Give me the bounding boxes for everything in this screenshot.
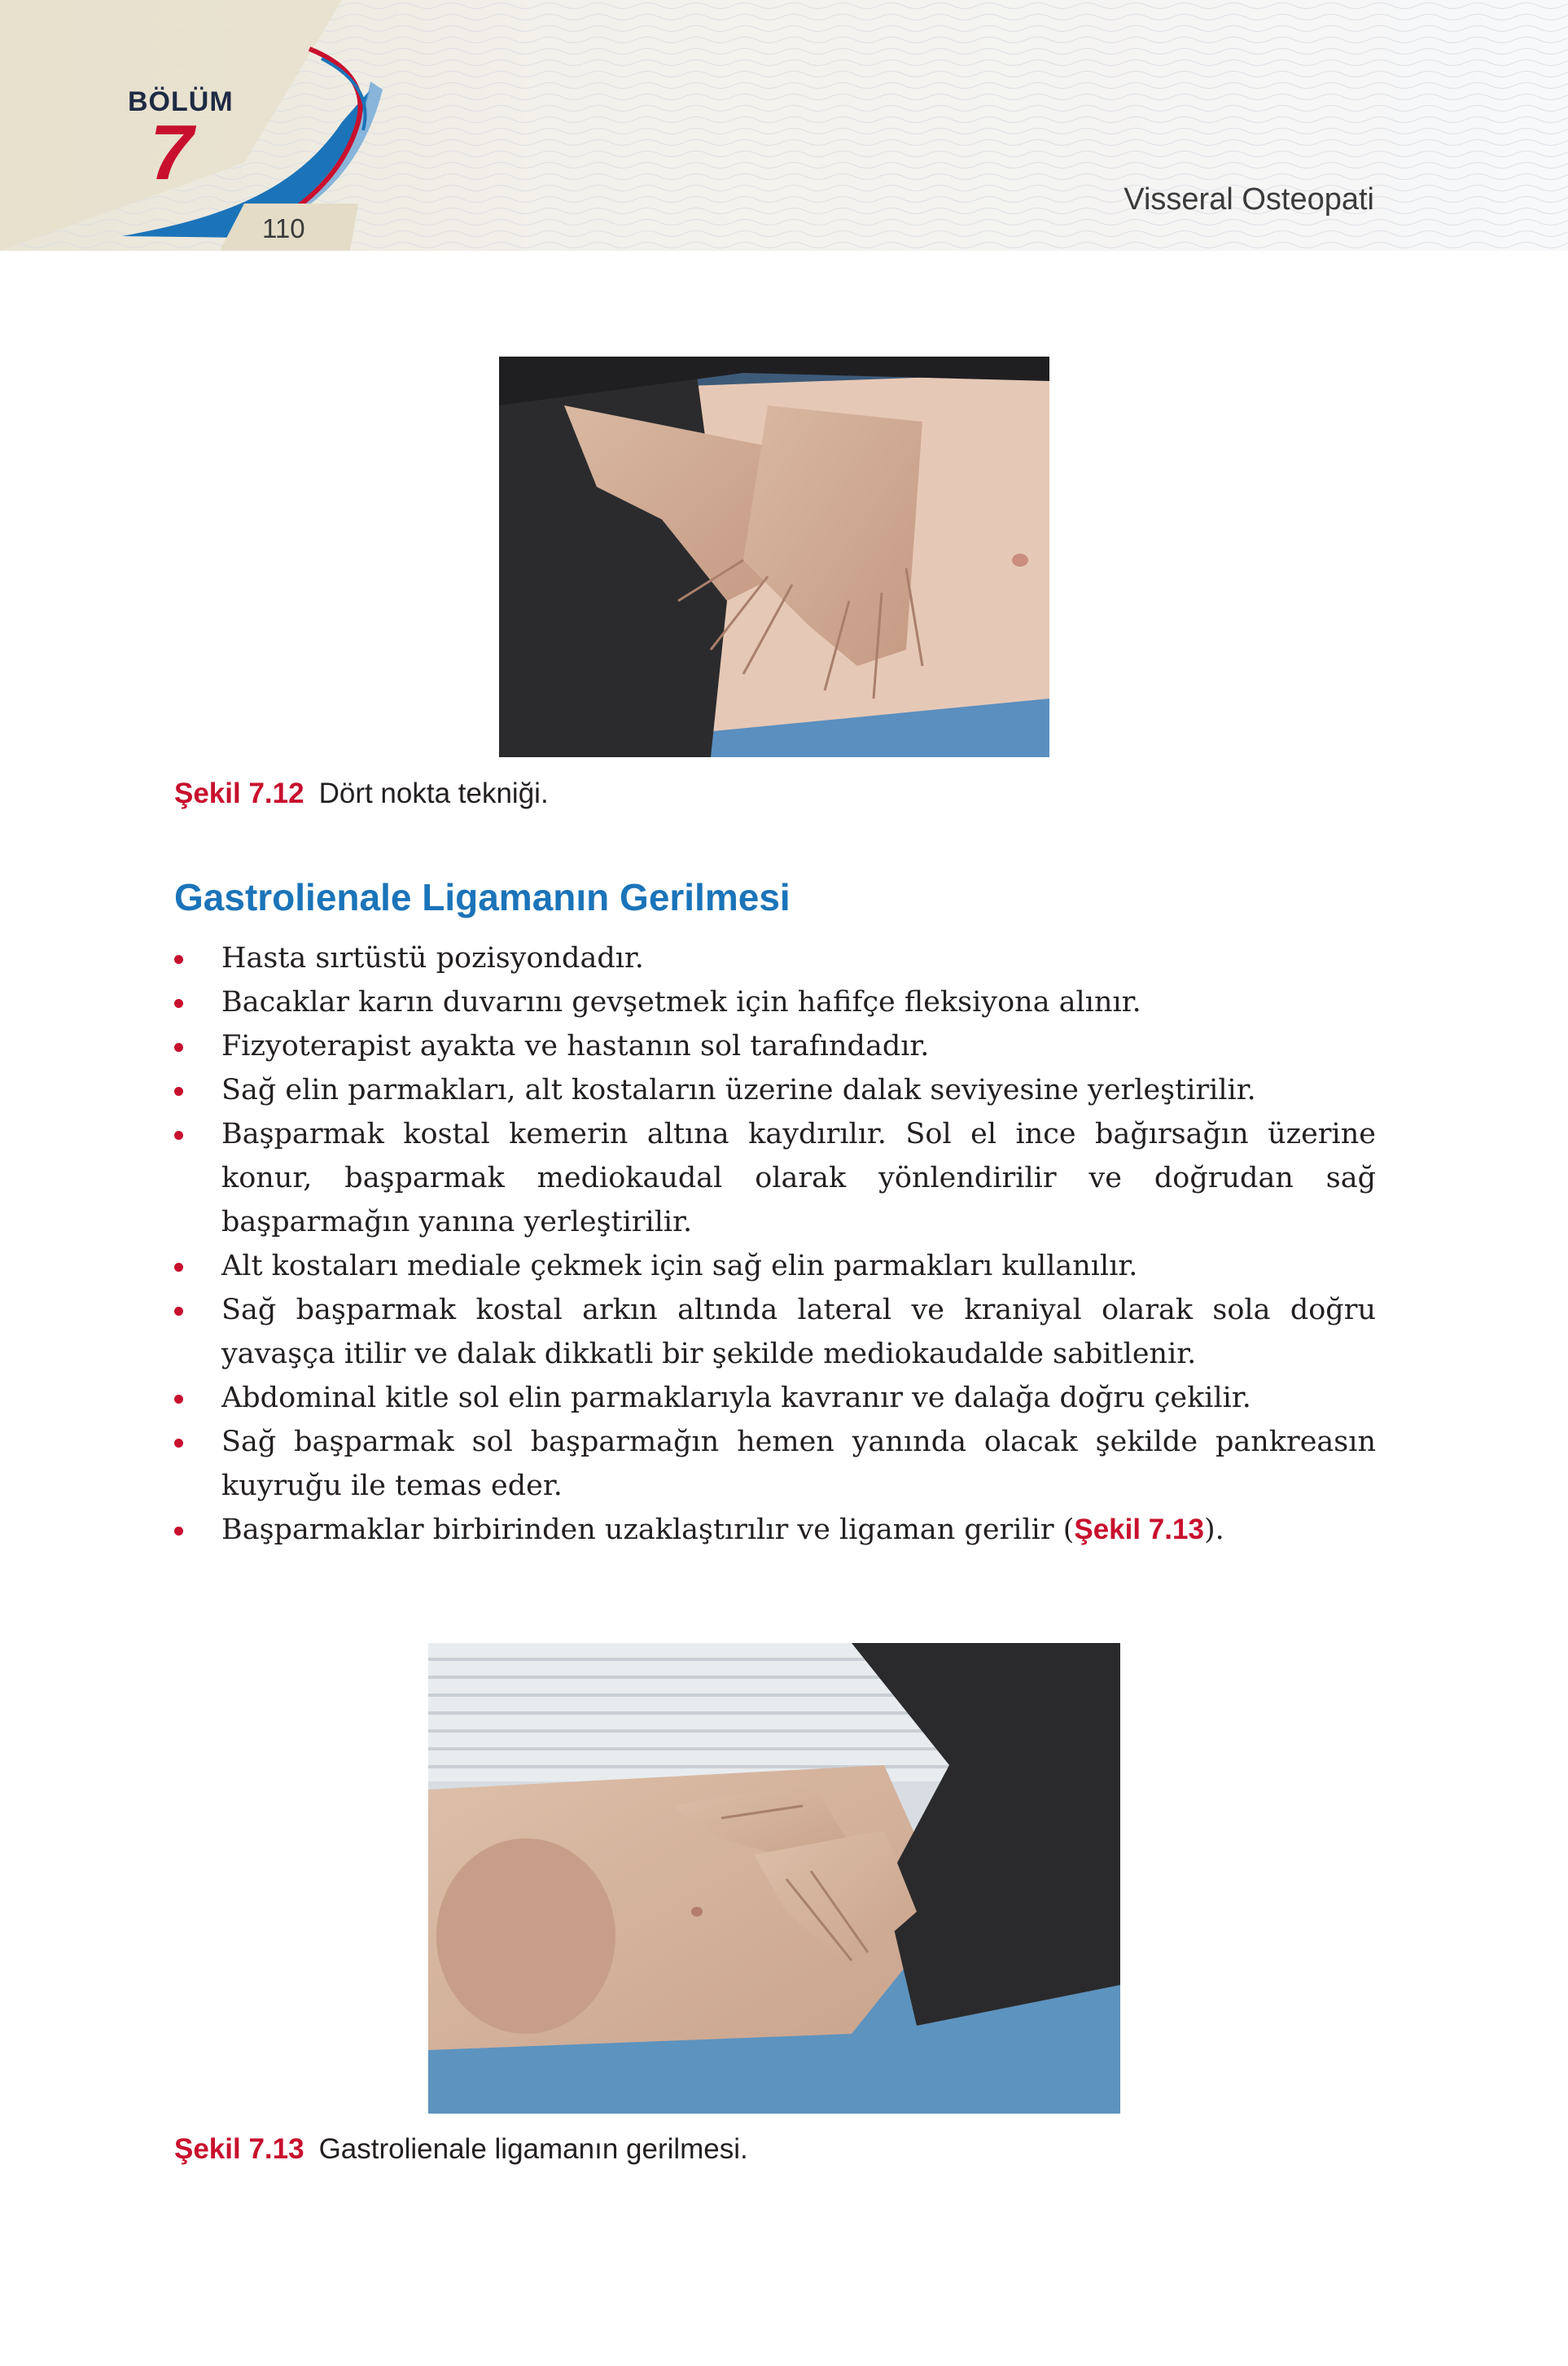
list-item-text: Hasta sırtüstü pozisyondadır.: [221, 942, 644, 975]
running-title: Visseral Osteopati: [1123, 182, 1374, 217]
list-item-text: Başparmaklar birbirinden uzaklaştırılır ve ligaman gerilir (: [221, 1514, 1075, 1546]
list-item: [174, 1376, 1376, 1420]
figure-number: Şekil 7.13: [174, 2133, 304, 2165]
figure-photo-gastrolienal-ligament-stretch: [428, 1643, 1120, 2114]
bullet-icon: [174, 1527, 183, 1536]
list-item-text: Alt kostaları mediale çekmek için sağ elin parmakları kullanılır.: [221, 1250, 1138, 1282]
bullet-icon: [174, 999, 183, 1008]
list-item-text: Fizyoterapist ayakta ve hastanın sol tarafındadır.: [221, 1030, 930, 1063]
list-item: [174, 1420, 1376, 1508]
figure-caption: [174, 2133, 748, 2166]
figure-caption-text: Gastrolienale ligamanın gerilmesi.: [318, 2133, 748, 2165]
list-item-text: Sağ başparmak sol başparmağın hemen yanında olacak şekilde pankreasın kuyruğu ile temas eder.: [221, 1426, 1376, 1502]
bullet-icon: [174, 1439, 183, 1448]
bullet-icon: [174, 1263, 183, 1272]
list-item: [174, 1112, 1376, 1244]
chapter-label: BÖLÜM: [128, 86, 234, 117]
list-item: [174, 1244, 1376, 1288]
chapter-number: 7: [150, 109, 194, 196]
list-item: [174, 1068, 1376, 1112]
figure-photo-four-point-technique: [499, 357, 1049, 757]
list-item: [174, 1508, 1376, 1552]
list-item-text: Sağ başparmak kostal arkın altında lateral ve kraniyal olarak sola doğru yavaşça itilir ve dalak dikkatli bir şekilde mediokaudalde sabitlenir.: [221, 1294, 1376, 1370]
figure-caption-text: Dört nokta tekniği.: [318, 778, 549, 809]
bullet-icon: [174, 1131, 183, 1140]
list-item: [174, 1024, 1376, 1068]
bullet-list: [174, 936, 1376, 1552]
list-item-text-end: ).: [1203, 1514, 1224, 1546]
list-item: [174, 936, 1376, 980]
section-title: Gastrolienale Ligamanın Gerilmesi: [174, 876, 791, 918]
list-item: [174, 980, 1376, 1024]
bullet-icon: [174, 1307, 183, 1316]
bullet-icon: [174, 1395, 183, 1404]
list-item-text: Başparmak kostal kemerin altına kaydırılır. Sol el ince bağırsağın üzerine konur, başparmak mediokaudal olarak yönlendirilir ve doğrudan sağ başparmağın yanına yerleştirilir.: [221, 1118, 1376, 1238]
figure-number: Şekil 7.12: [174, 778, 304, 809]
figure-caption: [174, 778, 549, 810]
page-header: [0, 0, 1568, 251]
page-number: 110: [262, 213, 305, 243]
list-item-text: Abdominal kitle sol elin parmaklarıyla kavranır ve dalağa doğru çekilir.: [221, 1382, 1251, 1414]
bullet-icon: [174, 1043, 183, 1052]
bullet-icon: [174, 1087, 183, 1096]
list-item: [174, 1288, 1376, 1376]
list-item-text: Bacaklar karın duvarını gevşetmek için hafifçe fleksiyona alınır.: [221, 986, 1141, 1019]
figure-reference-link[interactable]: Şekil 7.13: [1074, 1514, 1204, 1545]
list-item-text: Sağ elin parmakları, alt kostaların üzerine dalak seviyesine yerleştirilir.: [221, 1074, 1256, 1106]
bullet-icon: [174, 955, 183, 964]
